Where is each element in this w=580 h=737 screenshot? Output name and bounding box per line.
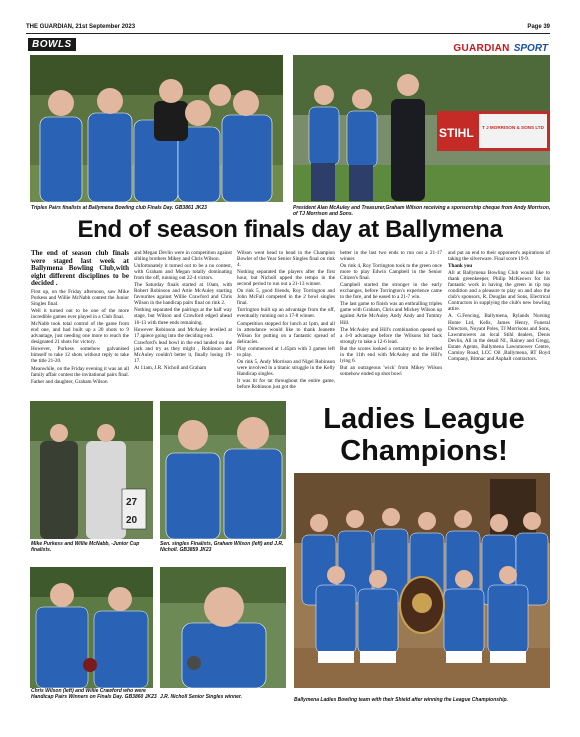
article-lead: The end of season club finals were staged last week at Ballymena Bowling Club,with eight different disciplines to be decided .	[31, 250, 129, 288]
brand-sport: SPORT	[513, 43, 548, 54]
article-column-2	[134, 250, 232, 400]
article-paragraph: However, Purkess somehow galvanised himself to take 12 shots without reply to take the title 21-20.	[31, 346, 129, 365]
caption-triples: Triples Pairs finalists at Ballymena Bowling club Finals Day. GB3861 JK23	[31, 205, 207, 211]
handicap-photo-image	[30, 567, 153, 688]
headline: End of season finals day at Ballymena	[77, 216, 503, 243]
article-paragraph: On rink 5, good friends, Roy Torrington and John McFall competed in the 2 bowl singles final.	[237, 288, 335, 307]
jr-photo-image	[160, 567, 286, 688]
article-paragraph: Torrington built up an advantage from the off, eventually running out a 17-8 winner.	[237, 307, 335, 320]
article-paragraph: The McAuley and Hill's combination opened up a 4-0 advantage before the Wilsons hit back strongly to take a 12-6 lead.	[340, 326, 442, 345]
caption-ladies: Ballymena Ladies Bowling team with their Shield after winning the League Championship.	[294, 697, 508, 703]
article-paragraph: But the scores looked a certainty to be levelled in the 11th end with McAuley and the Hill's lying 6.	[340, 345, 442, 364]
photo-ladies-team	[294, 473, 550, 688]
article-paragraph: Competition stopped for lunch at 1pm, and all in attendance would like to thank Jeanette Wilson for putting on a fantastic spread of delicacies.	[237, 320, 335, 345]
thank-you-subhead: Thank you	[448, 263, 473, 270]
photo-triples-finalists	[30, 55, 283, 202]
article-paragraph: However Robinson and McAuley levelled at 17 apiece going into the deciding end.	[134, 326, 232, 339]
tj-morrison-sign: T J MORRISON & SONS LTD	[482, 125, 544, 130]
article-paragraph: Wilson went head to head in the Champion Bowler of the Year Senior Singles final on rink 4.	[237, 250, 335, 269]
photo-handicap-pairs	[30, 567, 153, 688]
article-paragraph: and Megan Devlin were in competition against sibling brothers Mikey and Chris Wilson.	[134, 250, 232, 263]
article-paragraph: Nothing separated the pairings at the half way stage, but Wilson and Crawford edged ahead 16-13 with three ends remaining.	[134, 307, 232, 326]
caption-sponsorship: President Alan McAuley and Treasurer,Graham Wilson receiving a sponsorship cheque from Andy Morrison, of TJ Morrison and Sons.	[293, 205, 551, 217]
article-column-3	[237, 250, 335, 400]
article-paragraph: Campbell started the stronger in the early exchanges, before Torrington's experience came to the fore, and he eased to a 21-7 win.	[340, 282, 442, 301]
article-paragraph: Unfortunately it turned out to be a no contest, with Graham and Megan totally dominating from the off, running out 22-4 victors.	[134, 263, 232, 282]
article-paragraph: McNabb took total control of the game from end one, and had built up a 20 shots to 9 advantage, just needing one more to reach the designated 21 shots for victory.	[31, 321, 129, 346]
sponsorship-photo-image	[293, 55, 550, 202]
caption-jr: J.R. Nicholl Senior Singles winner.	[160, 694, 242, 700]
article-paragraph: better in the last two ends to run out a 21-17 winner.	[340, 250, 442, 263]
senior-photo-image	[160, 401, 286, 539]
article-paragraph: Father and daughter, Graham Wilson	[31, 378, 108, 385]
article-column-4	[340, 250, 442, 400]
svg-text:20: 20	[126, 515, 138, 526]
junior-photo-image	[30, 401, 153, 539]
article-paragraph: Crawford's lead bowl in the end landed on the jack and try as they might , Robinson and McAuley couldn't better it, finally losing 19-17.	[134, 339, 232, 364]
article-paragraph: All at Ballymena Bowling Club would like to thank greenkeeper, Philip McKeown for his fantastic work in having the green in tip top condition and a pleasure to play on and also the club's sponsors, R. Douglas and Sons, Electrical Contractors in supplying the club's new bowling attire.	[448, 270, 550, 313]
section-tag: BOWLS	[28, 38, 76, 51]
brand-guardian: GUARDIAN	[453, 43, 510, 54]
ladies-photo-image	[294, 473, 550, 688]
caption-junior: Mike Purkess and Willie McNabb, -Junior Cup finalists.	[31, 541, 140, 553]
article-paragraph: The Saturday finals started at 10am, with Robert Robinson and Artie McAuley starting favourites against Willie Crawford and Chris Wilson in the handicap pairs final on rink 2.	[134, 282, 232, 307]
caption-handicap: Chris Wilson (left) and Willie Crawford who were Handicap Pairs Winners on Finals Day. GB3860 JK23	[31, 688, 157, 700]
stihl-sign: STIHL	[439, 126, 474, 140]
article-paragraph: But an outrageous 'wick' from Mikey Wilson somehow ended up shot bowl	[340, 364, 442, 377]
article-paragraph: Nothing separated the players after the first hour, but Nicholl upped the tempo in the second period to run out a 21-13 winner.	[237, 269, 335, 288]
article-paragraph: It was tit for tat throughout the entire game, before Robinson just got the	[237, 377, 335, 390]
header-rule	[26, 33, 550, 34]
caption-senior: Sen. singles Finalists, Graham Wilson (left) and J.R. Nicholl. GB3859 JK23	[160, 541, 284, 553]
triples-photo-image	[30, 55, 283, 202]
article-paragraph: Meanwhile, on the Friday evening it was an all family affair contest the invitational pairs final.	[31, 365, 129, 378]
masthead: THE GUARDIAN, 21st September 2023	[26, 24, 136, 30]
ladies-headline: Ladies League Champions!	[323, 403, 525, 467]
article-paragraph: First up, on the Friday afternoon, saw Mike Purkess and Willie McNabb contest the Junior Singles final.	[31, 288, 129, 308]
article-paragraph: and put an end to their opponent's aspirations of taking the silverware. Final score 19-9.	[448, 250, 550, 263]
article-paragraph: Play commenced at 1.45pm with 3 games left to play.	[237, 345, 335, 358]
svg-text:27: 27	[126, 497, 138, 508]
article-paragraph: On rink 4, Roy Torrington took to the green once more to play Edwin Campbell in the Senior Citizen's final.	[340, 263, 442, 282]
article-paragraph: The last game to finish was an enthralling triples game with Graham, Chris and Mickey Wilson up against Artie McAuley Andy Andy and Tommy Hill.	[340, 301, 442, 326]
article-paragraph: On rink 5, Andy Morrison and Nigel Robinson were involved in a titanic struggle in the Kelly Handicap singles.	[237, 358, 335, 377]
photo-jr-nicholl	[160, 567, 286, 688]
brand-logo	[453, 38, 548, 56]
photo-junior-cup	[30, 401, 153, 539]
photo-sponsorship	[293, 55, 550, 202]
page-number: Page 39	[527, 24, 550, 30]
article-column-5	[448, 250, 550, 400]
article-paragraph: A. G.Fencing, Ballymena, Rylands Nursing Home Ltd, Kells, James Henry, Funeral Directors, Noyant Poles, TJ Morrisons and Sons, Lawnmowers an local Stihl dealers, Denis Devlin, All in the detail NI., Rainey and Gregg, Estate Agents, Ballymena Lawnmower Centre, Carniny Road, LCC Oil ,Ballymena, RT Boyd Company, Bitmac and Asphalt contractors.	[448, 313, 550, 362]
photo-senior-finalists	[160, 401, 286, 539]
article-paragraph: Well it turned out to be one of the more incredible games ever played in a Club final.	[31, 308, 129, 321]
article-paragraph: At 11am, J.R. Nicholl and Graham	[134, 364, 207, 371]
article-column-1	[31, 250, 129, 400]
